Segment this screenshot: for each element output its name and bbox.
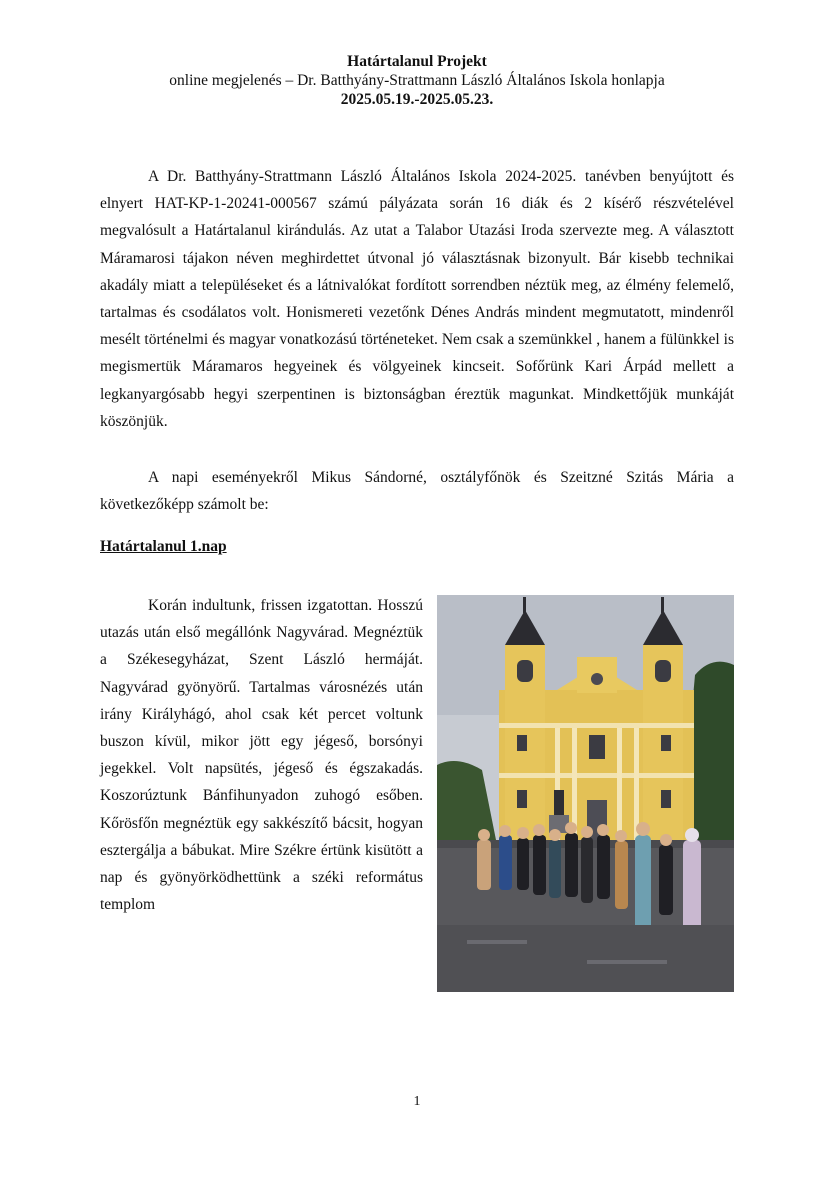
- cathedral-photo: [437, 595, 734, 992]
- report-intro-paragraph: A napi eseményekről Mikus Sándorné, osztályfőnök és Szeitzné Szitás Mária a következőképp számolt be:: [100, 469, 734, 514]
- document-dates: 2025.05.19.-2025.05.23.: [340, 91, 494, 108]
- section-heading-day1: Határtalanul 1.nap: [100, 538, 227, 555]
- document-subtitle: online megjelenés – Dr. Batthyány-Strattmann László Általános Iskola honlapja: [169, 72, 665, 89]
- day1-paragraph: Korán indultunk, frissen izgatottan. Hosszú utazás után első megállónk Nagyvárad. Megnéztük a Székesegyházat, Szent László hermáját. Nagyvárad gyönyörű. Tartalmas városnézés után irány Királyhágó, ahol csak két percet voltunk buszon kívül, mikor jött egy jégeső, borsónyi jegekkel. Volt napsütés, jégeső és égszakadás. Koszorúztunk Bánfihunyadon zuhogó esőben. Kőrösfőn megnéztük egy sakkészítő bácsit, hogyan esztergálja a bábukat. Mire Székre értünk kisütött a nap és gyönyörködhettünk a széki református templom: [100, 597, 423, 914]
- document-title: Határtalanul Projekt: [347, 53, 487, 70]
- page-number: 1: [413, 1094, 421, 1109]
- intro-paragraph: A Dr. Batthyány-Strattmann László Általános Iskola 2024-2025. tanévben benyújtott és elnyert HAT-KP-1-20241-000567 számú pályázata során 16 diák és 2 kísérő részvételével megvalósult a Határtalanul kirándulás. Az utat a Talabor Utazási Iroda szervezte meg. A választott Máramarosi tájakon néven meghirdettet útvonal jó választásnak bizonyult. Bár kisebb technikai akadály miatt a településeket és a látnivalókat fordított sorrendben néztük meg, az élmény felemelő, tartalmas és csodálatos volt. Honismereti vezetőnk Dénes András mindent megmutatott, mindenről mesélt történelmi és magyar vonatkozású történeteket. Nem csak a szemünkkel , hanem a fülünkkel is megismertük Máramaros hegyeinek és völgyeinek kincseit. Sofőrünk Kari Árpád mellett a legkanyargósabb hegyi szerpentinen is biztonságban éreztük magunkat. Mindkettőjük munkáját köszönjük.: [100, 168, 734, 430]
